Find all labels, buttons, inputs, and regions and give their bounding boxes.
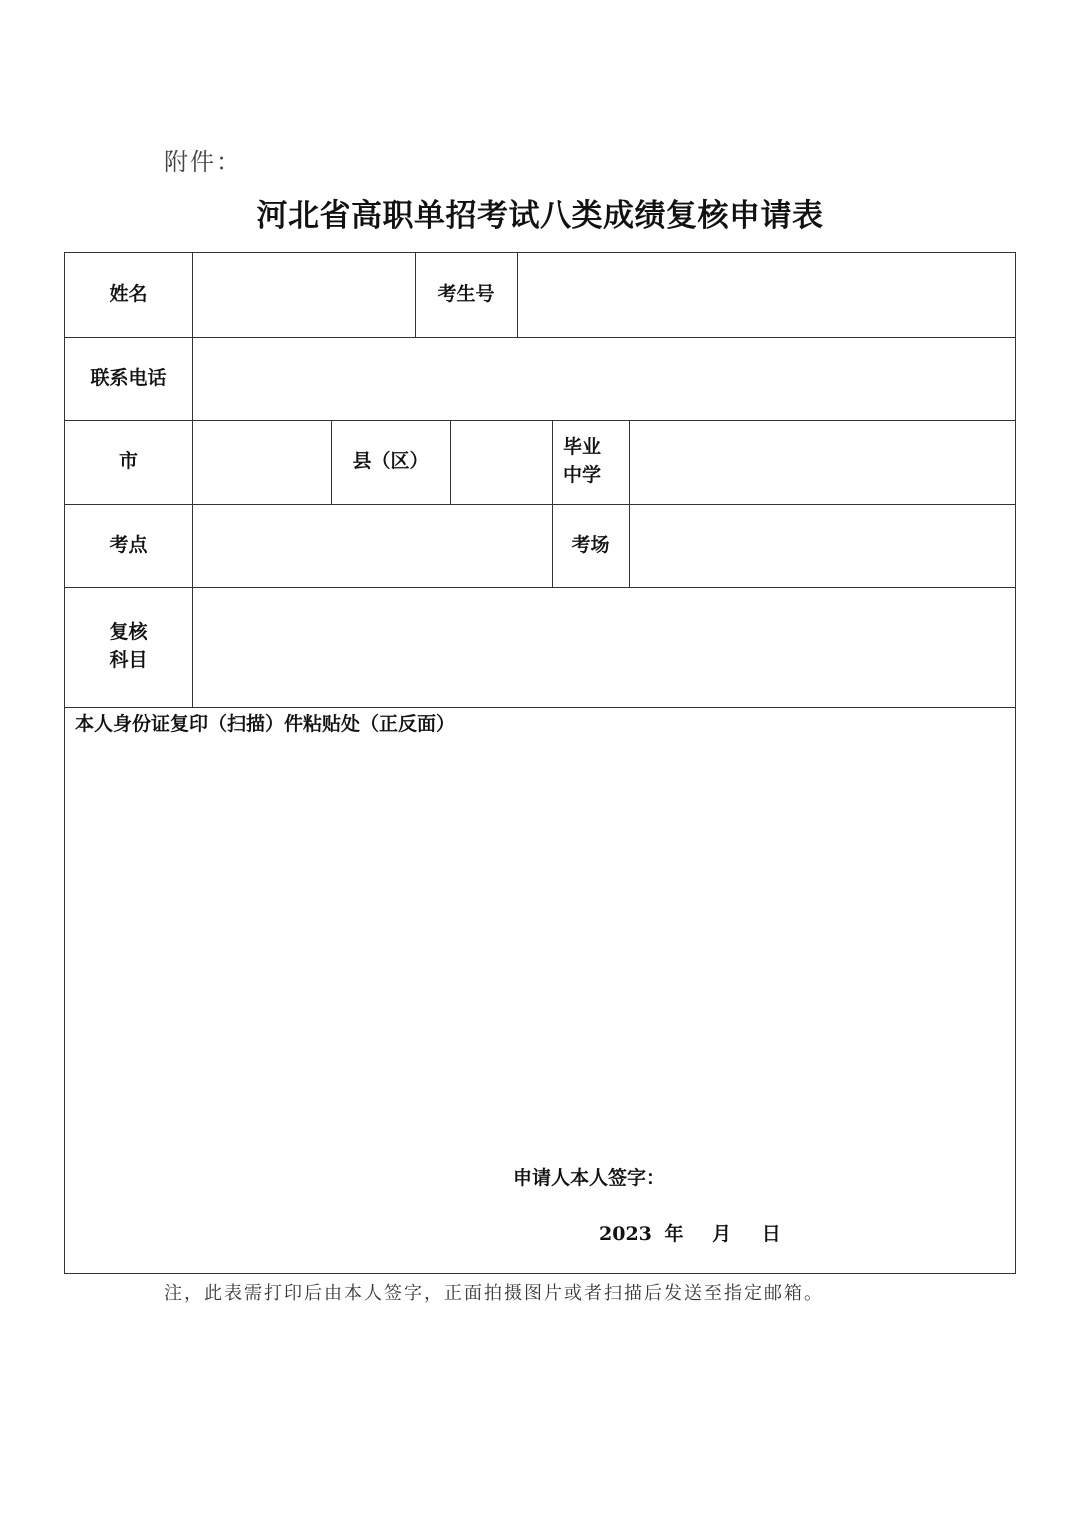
id-copy-label: 本人身份证复印（扫描）件粘贴处（正反面）: [75, 713, 456, 735]
exam-site-field[interactable]: [193, 505, 551, 586]
date-year: 2023: [599, 1223, 652, 1245]
exam-number-field[interactable]: [518, 254, 1014, 336]
footer-note: 注，此表需打印后由本人签字，正面拍摄图片或者扫描后发送至指定邮箱。: [164, 1283, 824, 1304]
exam-number-label: 考生号: [437, 283, 495, 306]
name-label: 姓名: [109, 283, 148, 306]
county-label: 县（区）: [352, 450, 429, 473]
page-title: 河北省高职单招考试八类成绩复核申请表: [256, 198, 824, 234]
school-field[interactable]: [630, 421, 1014, 503]
phone-label: 联系电话: [90, 366, 167, 389]
signature-label: 申请人本人签字：: [513, 1167, 666, 1189]
school-label-line2: 中学: [563, 464, 602, 486]
exam-room-label: 考场: [571, 533, 610, 556]
review-application-form: [64, 252, 1016, 1274]
date-day-unit: 日: [761, 1223, 781, 1245]
date-line: [599, 1219, 781, 1246]
county-field[interactable]: [451, 421, 551, 503]
city-label: 市: [118, 450, 138, 473]
subject-label-line2: 科目: [109, 649, 148, 671]
exam-room-field[interactable]: [630, 505, 1014, 586]
school-label-line1: 毕业: [563, 436, 602, 459]
exam-site-label: 考点: [109, 533, 148, 556]
subject-field[interactable]: [193, 588, 1014, 706]
city-field[interactable]: [193, 421, 330, 503]
date-month-unit: 月: [712, 1223, 732, 1245]
school-label: [552, 420, 629, 504]
phone-field[interactable]: [193, 338, 1014, 419]
subject-label-line1: 复核: [109, 621, 148, 644]
attachment-label: 附件：: [164, 148, 242, 176]
date-year-unit: 年: [664, 1223, 684, 1245]
subject-label: [65, 587, 192, 707]
name-field[interactable]: [193, 254, 414, 336]
